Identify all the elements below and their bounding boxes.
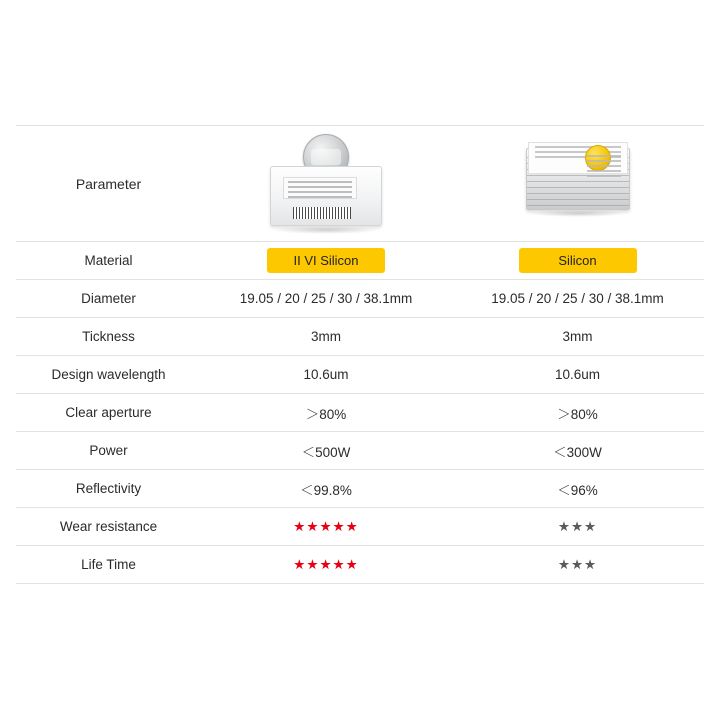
row-value-left: 19.05 / 20 / 25 / 30 / 38.1mm	[201, 280, 451, 318]
row-label: Reflectivity	[16, 470, 201, 508]
row-label: Life Time	[16, 546, 201, 584]
rating-stars-left: ★★★★★	[201, 508, 451, 546]
row-label: Clear aperture	[16, 394, 201, 432]
rating-stars-right: ★★★	[451, 508, 704, 546]
drop-shadow	[272, 226, 380, 234]
case-label-shape	[283, 177, 357, 199]
row-value-left: 10.6um	[201, 356, 451, 394]
row-label: Power	[16, 432, 201, 470]
rating-stars-left: ★★★★★	[201, 546, 451, 584]
table-row	[16, 318, 704, 356]
row-label: Diameter	[16, 280, 201, 318]
row-label: Material	[16, 242, 201, 280]
table-header-row	[16, 126, 704, 242]
table-row	[16, 356, 704, 394]
row-value-left: 3mm	[201, 318, 451, 356]
table-row	[16, 242, 704, 280]
row-value-right: 19.05 / 20 / 25 / 30 / 38.1mm	[451, 280, 704, 318]
boxed-silicon-lens-photo	[251, 134, 401, 239]
stacked-silicon-lenses-photo	[503, 136, 653, 241]
row-value-left: ＜500W	[201, 432, 451, 470]
row-value-right: ＞80%	[451, 394, 704, 432]
row-label: Tickness	[16, 318, 201, 356]
product-left-image-cell	[201, 126, 451, 242]
row-value-right: 3mm	[451, 318, 704, 356]
row-value-left: ＞80%	[201, 394, 451, 432]
drop-shadow	[528, 210, 628, 217]
barcode-icon	[293, 207, 351, 219]
row-value-left: ＜99.8%	[201, 470, 451, 508]
table-row	[16, 508, 704, 546]
row-label: Design wavelength	[16, 356, 201, 394]
material-badge-right: Silicon	[519, 248, 637, 273]
row-value-right: 10.6um	[451, 356, 704, 394]
parameter-header-label: Parameter	[75, 175, 142, 192]
parameter-header-cell	[16, 126, 201, 242]
rating-stars-right: ★★★	[451, 546, 704, 584]
row-value-right	[451, 242, 704, 280]
table-row	[16, 280, 704, 318]
table-row	[16, 470, 704, 508]
material-badge-left: II VI Silicon	[267, 248, 385, 273]
product-right-image-cell	[451, 126, 704, 242]
plastic-case-shape	[270, 166, 382, 226]
table-row	[16, 546, 704, 584]
row-value-right: ＜96%	[451, 470, 704, 508]
row-value-left	[201, 242, 451, 280]
card-text-lines	[587, 155, 621, 177]
row-label: Wear resistance	[16, 508, 201, 546]
spec-table-container	[16, 125, 704, 584]
table-row	[16, 394, 704, 432]
spec-comparison-table	[16, 125, 704, 584]
row-value-right: ＜300W	[451, 432, 704, 470]
table-row	[16, 432, 704, 470]
lens-paper-card-shape	[528, 142, 628, 174]
